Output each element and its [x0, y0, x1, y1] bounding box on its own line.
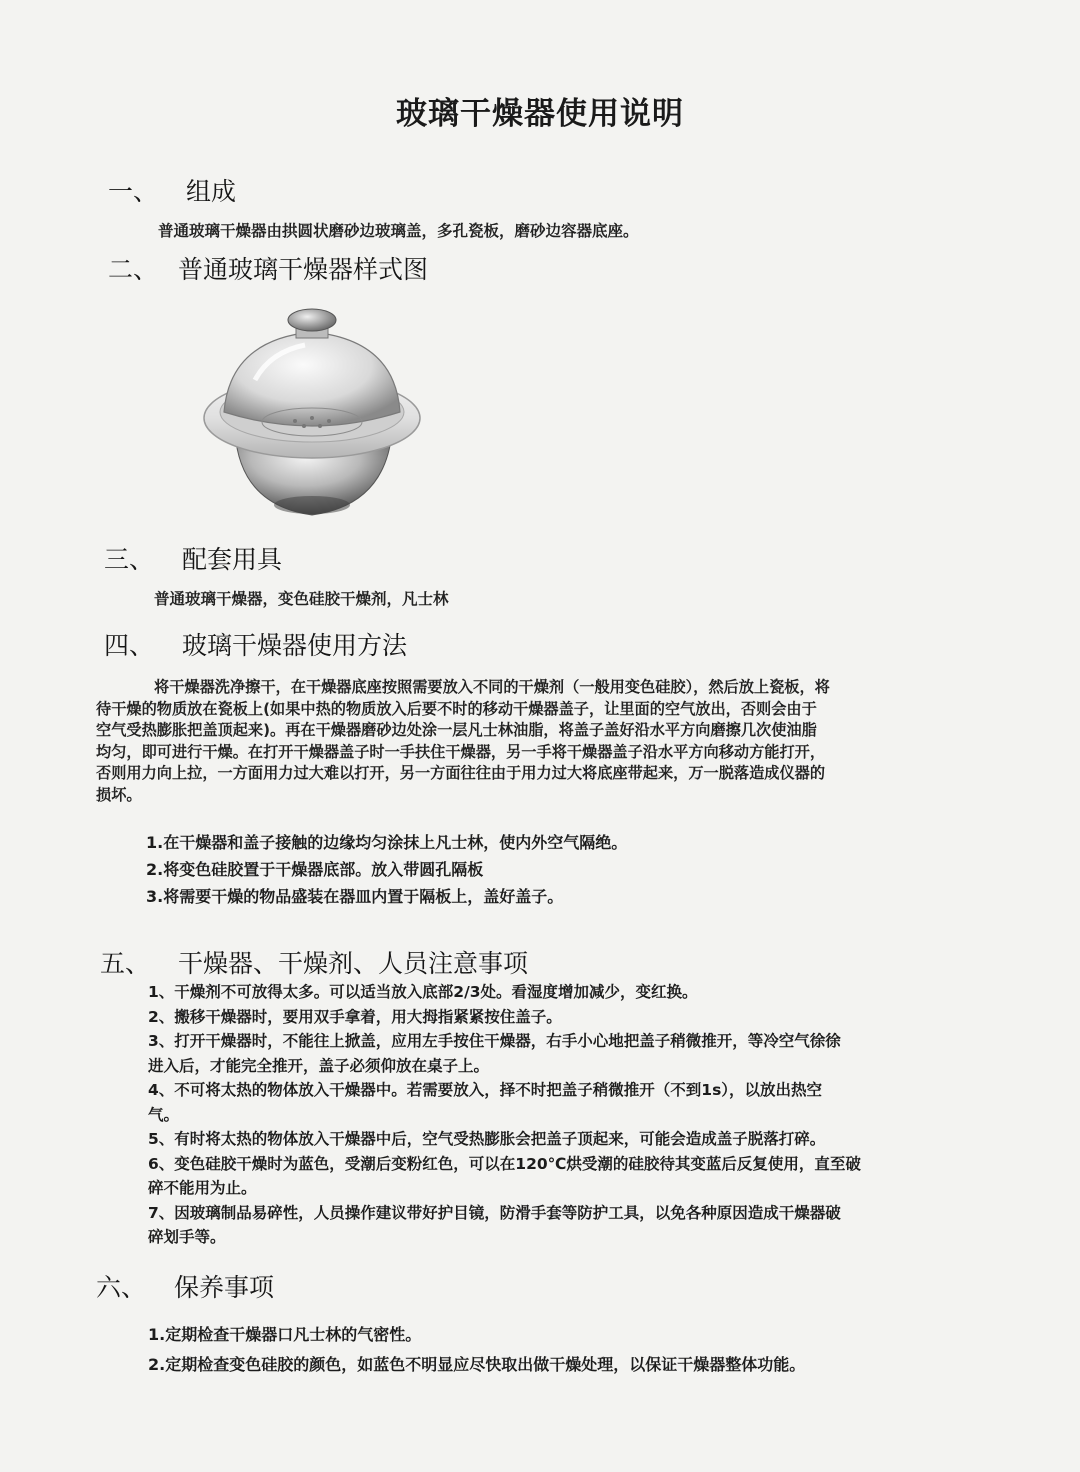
paragraph-line: 待干燥的物质放在瓷板上(如果中热的物质放入后要不时的移动干燥器盖子，让里面的空气放出，否则会由于: [96, 699, 817, 718]
section-4-heading: [104, 626, 407, 662]
list-item: 3.将需要干燥的物品盛装在器皿内置于隔板上，盖好盖子。: [146, 887, 564, 906]
section-1-text: 普通玻璃干燥器由拱圆状磨砂边玻璃盖，多孔瓷板，磨砂边容器底座。: [158, 222, 639, 240]
section-3-heading: [104, 540, 282, 576]
list-item: 碎不能用为止。: [148, 1179, 257, 1197]
paragraph-line: 均匀，即可进行干燥。在打开干燥器盖子时一手扶住干燥器，另一手将干燥器盖子沿水平方向移动方能打开，: [96, 742, 825, 761]
section-6-number: 六、: [96, 1273, 147, 1302]
paragraph-line: 否则用力向上拉，一方面用力过大难以打开，另一方面往往由于用力过大将底座带起来，万一脱落造成仪器的: [96, 764, 825, 782]
list-item: 进入后，才能完全推开，盖子必须仰放在桌子上。: [148, 1056, 490, 1075]
section-1-number: 一、: [108, 177, 159, 206]
list-item: 气。: [148, 1105, 180, 1124]
glass-desiccator-photo: [200, 300, 425, 530]
list-item: 5、有时将太热的物体放入干燥器中后，空气受热膨胀会把盖子顶起来，可能会造成盖子脱落打碎。: [148, 1130, 826, 1148]
list-item: 1、干燥剂不可放得太多。可以适当放入底部2/3处。看湿度增加减少，变红换。: [148, 983, 698, 1001]
section-4-number: 四、: [104, 631, 155, 660]
section-1-title: 组成: [186, 177, 237, 206]
section-5-title: 干燥器、干燥剂、人员注意事项: [178, 949, 529, 978]
section-4-title: 玻璃干燥器使用方法: [182, 631, 408, 660]
section-2-number: 二、: [108, 255, 159, 284]
section-4-steps: [146, 829, 627, 910]
list-item: 2.将变色硅胶置于干燥器底部。放入带圆孔隔板: [146, 860, 484, 879]
list-item: 1.在干燥器和盖子接触的边缘均匀涂抹上凡士林，使内外空气隔绝。: [146, 833, 628, 852]
list-item: 碎划手等。: [148, 1228, 226, 1246]
list-item: 1.定期检查干燥器口凡士林的气密性。: [148, 1325, 422, 1344]
list-item: 7、因玻璃制品易碎性，人员操作建议带好护目镜，防滑手套等防护工具，以免各种原因造成干燥器破: [148, 1203, 841, 1222]
section-6-title: 保养事项: [174, 1273, 275, 1302]
section-1-heading: [108, 172, 236, 208]
section-3-title: 配套用具: [182, 545, 283, 574]
section-4-paragraph: [96, 677, 830, 806]
section-5-items: [148, 980, 861, 1250]
section-6-steps: [148, 1320, 805, 1380]
section-6-heading: [96, 1268, 274, 1304]
document-title: 玻璃干燥器使用说明: [396, 96, 684, 132]
list-item: 2.定期检查变色硅胶的颜色，如蓝色不明显应尽快取出做干燥处理，以保证干燥器整体功能。: [148, 1355, 806, 1374]
section-3-number: 三、: [104, 545, 155, 574]
list-item: 3、打开干燥器时，不能往上掀盖，应用左手按住干燥器，右手小心地把盖子稍微推开，等冷空气徐徐: [148, 1032, 841, 1050]
paragraph-line: 损坏。: [96, 785, 142, 804]
list-item: 6、变色硅胶干燥时为蓝色，受潮后变粉红色，可以在120℃烘受潮的硅胶待其变蓝后反复使用，直至破: [148, 1154, 861, 1173]
section-5-heading: [100, 944, 528, 980]
section-5-number: 五、: [100, 949, 151, 978]
section-2-title: 普通玻璃干燥器样式图: [178, 255, 429, 284]
section-2-heading: [108, 250, 428, 286]
section-3-text: 普通玻璃干燥器，变色硅胶干燥剂，凡士林: [154, 590, 449, 608]
paragraph-line: 将干燥器洗净擦干，在干燥器底座按照需要放入不同的干燥剂（一般用变色硅胶），然后放上瓷板，将: [154, 678, 830, 696]
list-item: 2、搬移干燥器时，要用双手拿着，用大拇指紧紧按住盖子。: [148, 1007, 562, 1026]
paragraph-line: 空气受热膨胀把盖顶起来)。再在干燥器磨砂边处涂一层凡士林油脂，将盖子盖好沿水平方向磨擦几次使油脂: [96, 721, 817, 739]
list-item: 4、不可将太热的物体放入干燥器中。若需要放入，择不时把盖子稍微推开（不到1s），以放出热空: [148, 1081, 823, 1099]
